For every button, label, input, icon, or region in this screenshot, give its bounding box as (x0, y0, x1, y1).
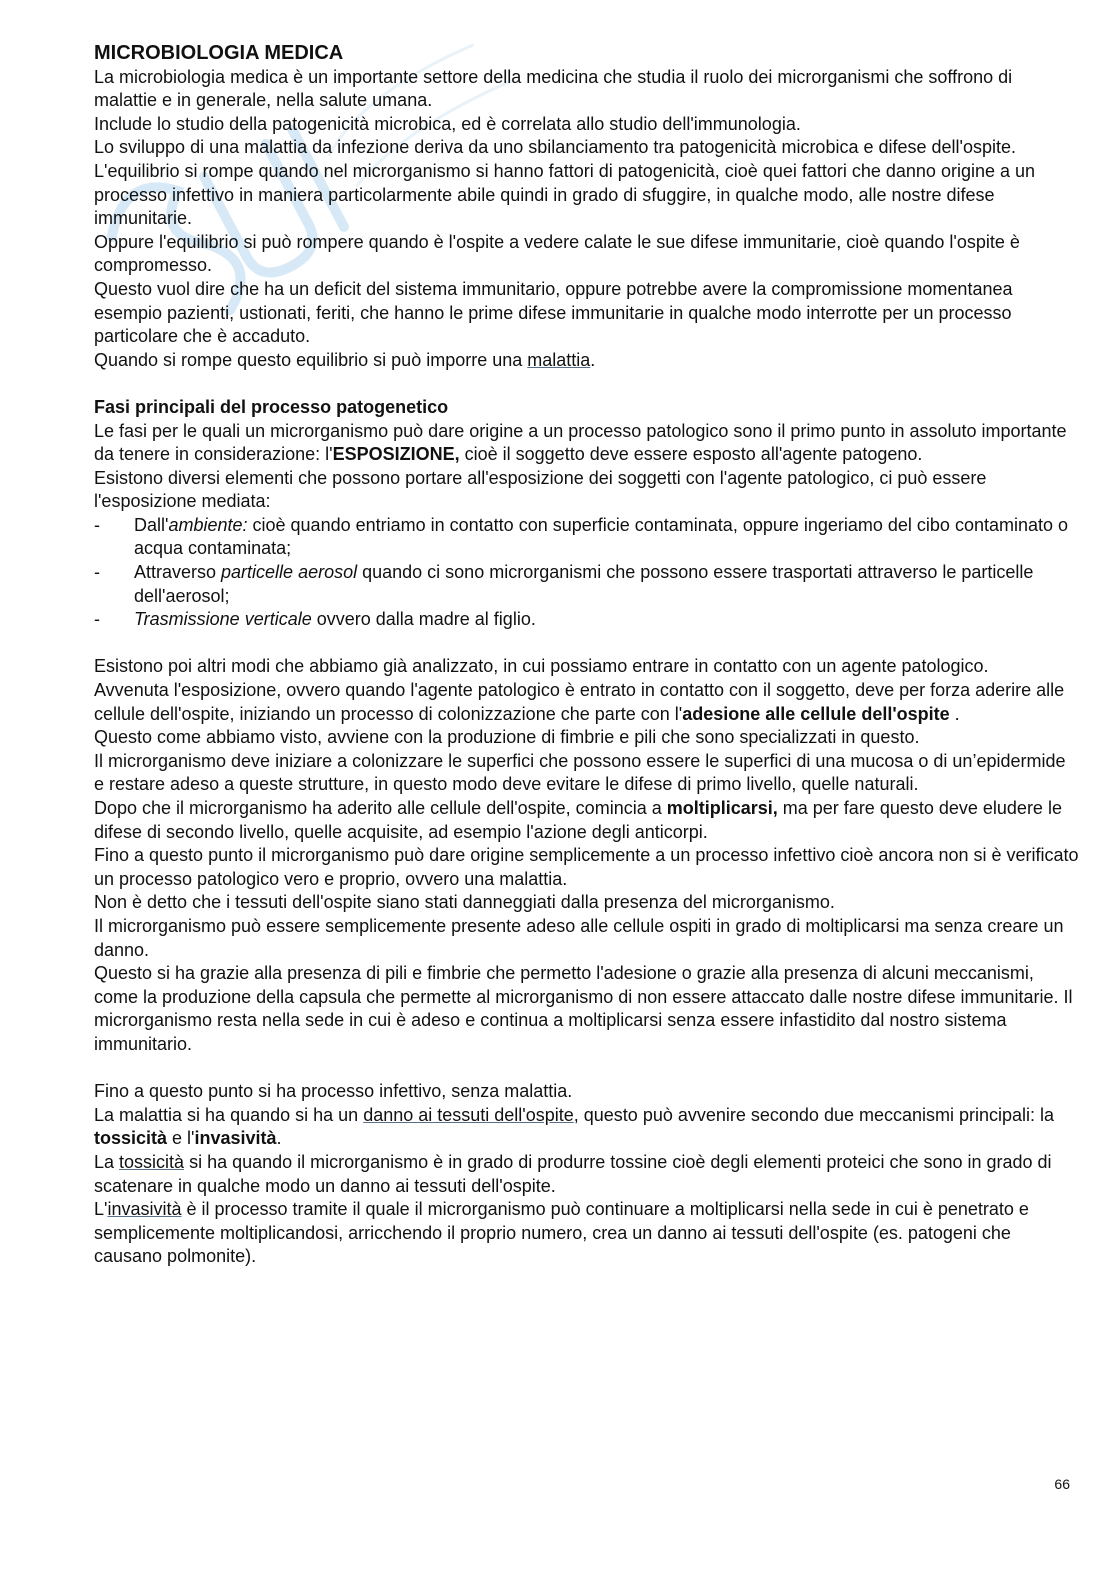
paragraph (94, 679, 1079, 726)
italic-term: Trasmissione verticale (134, 609, 312, 630)
bold-term: adesione alle cellule dell'ospite (682, 703, 950, 724)
text-run: Le fasi per le quali un microrganismo può dare origine a un processo patologico sono il primo punto in assoluto importante da tenere in considerazione: l' (94, 420, 1067, 465)
document-page (94, 38, 1079, 1269)
list-text (134, 608, 1079, 632)
paragraph: Esistono diversi elementi che possono portare all'esposizione dei soggetti con l'agente patologico, ci può essere l'esposizione mediata: (94, 467, 987, 512)
paragraph: Questo come abbiamo visto, avviene con la produzione di fimbrie e pili che sono specializzati in questo. (94, 727, 920, 748)
paragraph: Questo vuol dire che ha un deficit del sistema immunitario, oppure potrebbe avere la compromissione momentanea esempio pazienti, ustionati, feriti, che hanno le prime difese immunitarie in qualche modo interrotte per un processo particolare che è accaduto. (94, 278, 1013, 347)
text-run: . (949, 703, 960, 724)
tossicita-link[interactable]: tossicità (119, 1151, 185, 1172)
text-run: Attraverso (134, 562, 222, 583)
text-run: cioè quando entriamo in contatto con superficie contaminata, oppure ingeriamo del cibo contaminato o acqua contaminata; (134, 514, 1069, 559)
text-run: e l' (167, 1128, 195, 1149)
paragraph: L'equilibrio si rompe quando nel microrganismo si hanno fattori di patogenicità, cioè quei fattori che danno origine a un processo infettivo in maniera particolarmente abile quindi in grado di sfuggire, in qualche modo, alle nostre difese immunitarie. (94, 160, 1036, 229)
bold-term: invasività (194, 1128, 277, 1149)
paragraph (94, 1198, 1079, 1269)
invasivita-link[interactable]: invasività (107, 1199, 182, 1220)
text-run: La (94, 1151, 120, 1172)
bold-term: ESPOSIZIONE, (332, 444, 460, 465)
text-run: quando ci sono microrganismi che possono essere trasportati attraverso le particelle dell'aerosol; (134, 562, 1034, 606)
paragraph: Oppure l'equilibrio si può rompere quando è l'ospite a vedere calate le sue difese immunitarie, cioè quando l'ospite è compromesso. (94, 231, 1020, 276)
paragraph (94, 1104, 1079, 1151)
text-run: La malattia si ha quando si ha un (94, 1104, 364, 1125)
bold-term: tossicità (94, 1128, 168, 1149)
text-run: , questo può avvenire secondo due meccanismi principali: la (573, 1104, 1055, 1125)
paragraph: Include lo studio della patogenicità microbica, ed è correlata allo studio dell'immunologia. (94, 113, 801, 134)
italic-term: particelle aerosol (221, 562, 358, 583)
list-dash: - (94, 514, 100, 535)
text-run: Avvenuta l'esposizione, ovvero quando l'agente patologico è entrato in contatto con il soggetto, deve per forza aderire alle cellule dell'ospite, iniziando un processo di colonizzazione che parte con l' (94, 680, 1065, 724)
text-run: si ha quando il microrganismo è in grado di produrre tossine cioè degli elementi proteici che sono in grado di scatenare in qualche modo un danno ai tessuti dell'ospite. (94, 1151, 1052, 1196)
paragraph (94, 797, 1079, 844)
danno-tessuti-link[interactable]: danno ai tessuti dell'ospite (363, 1104, 574, 1125)
page-number: 66 (1054, 1476, 1070, 1492)
text-run: . (276, 1128, 282, 1149)
text-run: cioè il soggetto deve essere esposto all'agente patogeno. (459, 444, 923, 465)
text-run: ovvero dalla madre al figlio. (311, 609, 536, 630)
bold-term: moltiplicarsi, (666, 798, 778, 818)
text-run: L' (94, 1199, 108, 1220)
page-title: MICROBIOLOGIA MEDICA (94, 42, 344, 64)
text-run: . (590, 349, 596, 370)
text-run: Quando si rompe questo equilibrio si può imporre una (94, 349, 528, 370)
paragraph (94, 420, 1079, 467)
paragraph: Lo sviluppo di una malattia da infezione deriva da uno sbilanciamento tra patogenicità microbica e difese dell'ospite. (94, 137, 1016, 158)
list-item (94, 514, 1079, 561)
list-dash: - (94, 609, 100, 630)
list-item (94, 608, 1079, 632)
list-text (134, 561, 1079, 608)
text-run: Dall' (134, 514, 169, 535)
text-run: è il processo tramite il quale il microrganismo può continuare a moltiplicarsi nella sede in cui è penetrato e semplicemente moltiplicandosi, arricchendo il proprio numero, crea un danno ai tessuti dell'ospite (es. patogeni che causano polmonite). (94, 1199, 1029, 1267)
paragraph (94, 1151, 1079, 1198)
list-dash: - (94, 562, 100, 583)
malattia-link[interactable]: malattia (527, 349, 591, 370)
paragraph: La microbiologia medica è un importante settore della medicina che studia il ruolo dei microrganismi che soffrono di malattie e in generale, nella salute umana. (94, 66, 1013, 111)
section-title: Fasi principali del processo patogenetico (94, 396, 449, 417)
paragraph: Il microrganismo può essere semplicemente presente adeso alle cellule ospiti in grado di moltiplicarsi ma senza creare un danno. (94, 915, 1064, 960)
text-run: ma per fare questo deve eludere le difese di secondo livello, quelle acquisite, ad esempio l'azione degli anticorpi. (94, 798, 1062, 842)
paragraph: Il microrganismo deve iniziare a colonizzare le superfici che possono essere le superfici di una mucosa o di un’epidermide e restare adeso a queste strutture, in questo modo deve evitare le difese di primo livello, quelle naturali. (94, 750, 1066, 795)
paragraph: Esistono poi altri modi che abbiamo già analizzato, in cui possiamo entrare in contatto con un agente patologico. (94, 656, 989, 677)
text-run: Dopo che il microrganismo ha aderito alle cellule dell'ospite, comincia a (94, 798, 667, 818)
list-item (94, 561, 1079, 608)
paragraph: Fino a questo punto il microrganismo può dare origine semplicemente a un processo infettivo cioè ancora non si è verificato un processo patologico vero e proprio, ovvero una malattia. (94, 845, 1079, 889)
paragraph: Questo si ha grazie alla presenza di pili e fimbrie che permetto l'adesione o grazie alla presenza di alcuni meccanismi, come la produzione della capsula che permette al microrganismo di non essere attaccato dalle nostre difese immunitarie. Il microrganismo resta nella sede in cui è adeso e continua a moltiplicarsi senza essere infastidito dal nostro sistema immunitario. (94, 963, 1073, 1054)
list-text (134, 514, 1079, 561)
paragraph: Non è detto che i tessuti dell'ospite siano stati danneggiati dalla presenza del microrganismo. (94, 892, 835, 913)
paragraph: Fino a questo punto si ha processo infettivo, senza malattia. (94, 1081, 573, 1102)
paragraph (94, 349, 1079, 373)
italic-term: ambiente: (168, 514, 248, 535)
